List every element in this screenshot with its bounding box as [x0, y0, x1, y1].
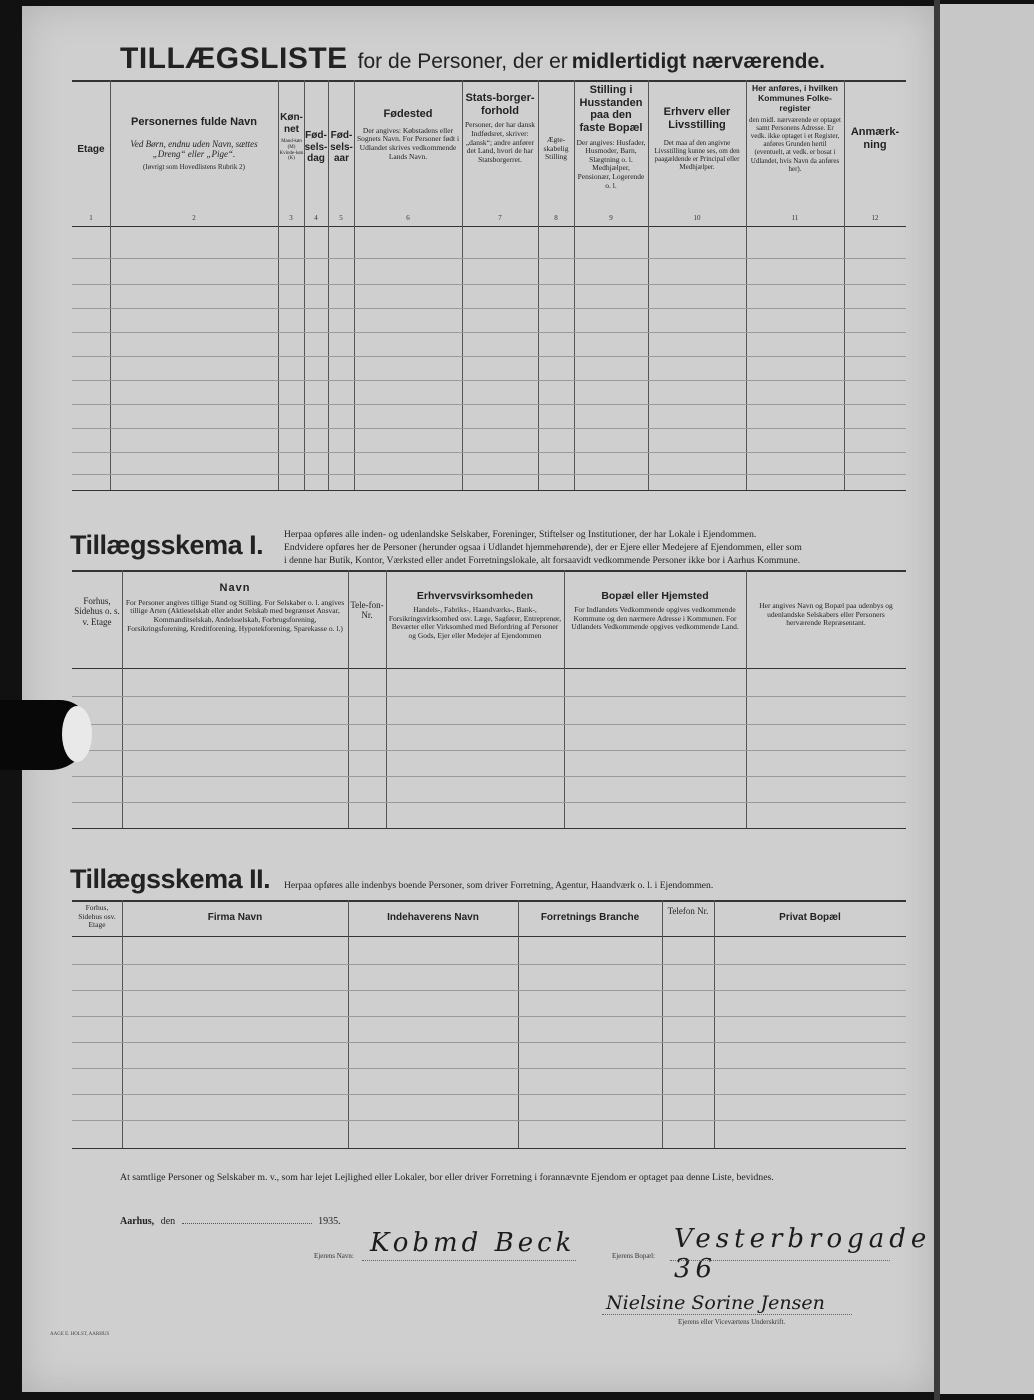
- owner-name-line: [362, 1260, 576, 1261]
- s1-col-navn: Navn For Personer angives tillige Stand og Stilling. For Selskaber o. l. angives tillige Arten (Aktieselskab eller andet Selskab med begrænset Ansvar, Kommanditselskab, Andelsselskab, Forbrugsforening, Forsikringsforening, Kreditforening, Hypotekforening, Sparekasse o. l.): [125, 582, 345, 633]
- s1-col-repr: Her angives Navn og Bopæl paa udenbys og udenlandske Selskabers eller Personers herværende Repræsentant.: [759, 601, 893, 628]
- col-num: 3: [289, 214, 293, 222]
- den-label: den: [160, 1216, 176, 1227]
- col-birthday-header: Fød-sels-dag: [304, 130, 328, 164]
- binder-clip: [0, 700, 90, 770]
- col-num: 7: [498, 214, 502, 222]
- schema-1-title: Tillægsskema I.: [70, 530, 264, 560]
- col-occupation-header: Erhverv eller Livsstilling Det maa af den angivne Livsstilling kunne ses, om den paagældende er Principal eller Medhjælper.: [654, 106, 740, 172]
- col-etage-header: Etage: [77, 144, 105, 155]
- s1-col-erhverv: Erhvervsvirksomheden Handels-, Fabriks-, Haandværks-, Bank-, Forsikringsvirksomhed osv. Læge, Sagfører, Entreprenør, Beværter eller Virksomhed med Befordring af Personer og Gods, Ejer eller Medejer af Ejendommen: [388, 590, 562, 640]
- next-page-edge: [938, 4, 1034, 1394]
- schema-2-intro: Herpaa opføres alle indenbys boende Personer, som driver Forretning, Agentur, Haandværk o. l. i Ejendommen.: [284, 880, 714, 891]
- title-rest-bold: midlertidigt nærværende.: [571, 50, 826, 73]
- s2-col-bopael: Privat Bopæl: [779, 912, 841, 923]
- printer-imprint: AAGE E. HOLST, AARHUS: [50, 1332, 110, 1337]
- col-household-header: Stilling i Husstanden paa den faste Bopæl Der angives: Husfader, Husmoder, Barn, Slægtning o. l. Medhjælper, Pensionær, Logerende o. l.: [576, 84, 646, 190]
- signature-value: Nielsine Sorine Jensen: [606, 1292, 825, 1314]
- col-name-header: Personernes fulde Navn Ved Børn, endnu uden Navn, sættes „Dreng“ eller „Pige“. (Iøvrigt som Hovedlistens Rubrik 2): [130, 116, 258, 172]
- owner-address-line: [670, 1260, 890, 1261]
- binding-gutter: [934, 0, 940, 1400]
- col-birthplace-header: Fødested Der angives: Købstadens eller Sognets Navn. For Personer født i Udlandet skrives vedkommende Lands Navn.: [356, 108, 460, 161]
- city-label: Aarhus,: [120, 1216, 155, 1227]
- s2-col-branche: Forretnings Branche: [540, 912, 640, 923]
- form-page: [22, 6, 934, 1392]
- col-num: 10: [693, 214, 701, 222]
- col-birthyear-header: Fød-sels-aar: [330, 130, 353, 164]
- col-num: 2: [192, 214, 196, 222]
- owner-name-label: Ejerens Navn:: [314, 1252, 354, 1260]
- col-num: 12: [871, 214, 879, 222]
- owner-address-value: Vesterbrogade 36: [674, 1224, 932, 1284]
- signature-label: Ejerens eller Viceværtens Underskrift.: [678, 1318, 786, 1326]
- col-gender-header: Køn-net Mand-køn (M) Kvinde-køn (K): [279, 112, 304, 162]
- title-rest: for de Personer, der er: [357, 50, 568, 73]
- col-num: 1: [89, 214, 93, 222]
- year-label: 1935.: [318, 1216, 341, 1227]
- signature-line: [602, 1314, 852, 1315]
- col-remark-header: Anmærk-ning: [850, 126, 900, 151]
- col-marital-header: Ægte-skabelig Stilling: [543, 135, 569, 162]
- owner-name-value: Kobmd Beck: [370, 1228, 576, 1258]
- s2-col-telefon: Telefon Nr.: [667, 906, 709, 916]
- title-main: TILLÆGSLISTE: [120, 42, 348, 75]
- s1-col-bopael: Bopæl eller Hjemsted For Indlandets Vedkommende opgives vedkommende Kommune og den nærmere Adresse i Kommunen. For Udlandets Vedkommende opgives vedkommende Land.: [571, 590, 739, 632]
- page-title: [120, 42, 920, 76]
- s2-col-indehaver: Indehaverens Navn: [387, 912, 479, 923]
- owner-address-label: Ejerens Bopæl:: [612, 1252, 655, 1260]
- s1-col-telefon: Tele-fon-Nr.: [350, 600, 384, 621]
- date-line: [120, 1216, 341, 1227]
- col-num: 11: [791, 214, 799, 222]
- col-registry-header: Her anføres, i hvilken Kommunes Folke-register den midl. nærværende er optaget samt Personens Adresse. Er vedk. ikke optaget i et Register, anføres Grunden hertil (eventuelt, at vedk. er bosat i Udlandet, hvis Navn da anføres her).: [749, 83, 841, 173]
- col-num: 5: [339, 214, 343, 222]
- s2-col-firma: Firma Navn: [207, 912, 263, 923]
- col-num: 9: [609, 214, 613, 222]
- col-num: 4: [314, 214, 318, 222]
- s1-col-etage: Forhus, Sidehus o. s. v. Etage: [74, 596, 120, 627]
- col-num: 6: [406, 214, 410, 222]
- s2-col-etage: Forhus, Sidehus osv. Etage: [78, 903, 116, 930]
- declaration-text: At samtlige Personer og Selskaber m. v., som har lejet Lejlighed eller Lokaler, bor eller driver Forretning i forannævnte Ejendom er optaget paa denne Liste, bevidnes.: [120, 1172, 774, 1183]
- col-citizenship-header: Stats-borger-forhold Personer, der har dansk Indfødsret, skriver: „dansk“; andre anfører det Land, hvori de har Statsborgerret.: [464, 92, 536, 164]
- date-blank: [182, 1223, 312, 1224]
- schema-1-intro: Herpaa opføres alle inden- og udenlandske Selskaber, Foreninger, Stiftelser og Institutioner, der har Lokale i Ejendommen. Endvidere opføres her de Personer (herunder ogsaa i Udlandet hjemmehørende), der er Ejere eller Medejere af Ejendommen, eller som i denne har Butik, Kontor, Værksted eller andet Forretningslokale, alt forsaavidt vedkommende Personer ikke bor i Aarhus Kommune.: [284, 529, 802, 566]
- schema-2-title: Tillægsskema II.: [70, 864, 271, 894]
- col-num: 8: [554, 214, 558, 222]
